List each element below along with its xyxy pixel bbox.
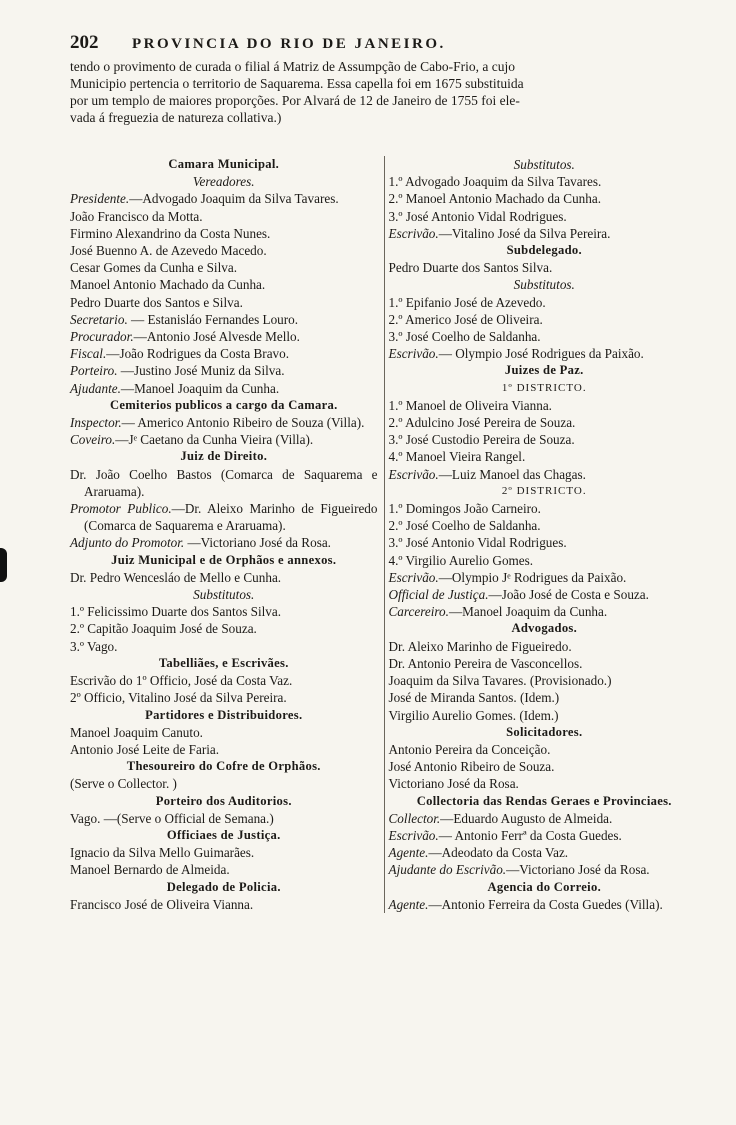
person-name: —Victoriano José da Rosa. xyxy=(184,535,331,551)
list-item: Dr. Antonio Pereira de Vasconcellos. xyxy=(388,655,583,671)
entry-agente-correio xyxy=(389,896,700,913)
person-name: —Dr. Aleixo Marinho de Figueiredo (Comarca de Saquarema e Araruama). xyxy=(84,501,378,534)
document-page xyxy=(70,32,700,912)
list-item: Antonio Pereira da Conceição. xyxy=(388,741,551,757)
entry-procurador xyxy=(70,328,378,345)
entry-escrivao xyxy=(389,827,700,844)
section-heading: Agencia do Correio. xyxy=(487,879,602,894)
person-name: — Olympio José Rodrigues da Paixão. xyxy=(438,346,644,362)
section-heading: Thesoureiro do Cofre de Orphãos. xyxy=(126,759,321,774)
list-item: 3.º José Custodio Pereira de Souza. xyxy=(388,432,575,448)
entry-escrivao xyxy=(389,225,700,242)
section-heading: Cemiterios publicos a cargo da Camara. xyxy=(109,397,338,412)
role-label: Escrivão. xyxy=(388,346,439,362)
person-name: — Antonio Ferrª da Costa Guedes. xyxy=(438,827,622,843)
person-name: —Manoel Joaquim da Cunha. xyxy=(120,380,280,396)
role-label: Agente. xyxy=(388,845,429,861)
section-heading: Juiz Municipal e de Orphãos e annexos. xyxy=(111,552,337,567)
entry-thesoureiro: (Serve o Collector. ) xyxy=(70,776,177,792)
section-heading: Juizes de Paz. xyxy=(504,363,584,378)
person-name: —Adeodato da Costa Vaz. xyxy=(428,845,569,861)
list-item: 2º Officio, Vitalino José da Silva Pereira. xyxy=(70,690,287,706)
list-item: 3.º Vago. xyxy=(70,638,118,654)
role-label: Porteiro. xyxy=(70,363,118,379)
two-column-body xyxy=(70,156,700,913)
list-item: Ignacio da Silva Mello Guimarães. xyxy=(70,845,255,861)
role-label: Procurador. xyxy=(70,329,134,345)
role-label: Presidente. xyxy=(70,191,130,207)
right-column xyxy=(384,156,700,913)
person-name: —Luiz Manoel das Chagas. xyxy=(438,466,586,482)
list-item: 1.º Advogado Joaquim da Silva Tavares. xyxy=(388,174,602,190)
intro-line: tendo o provimento de curada o filial á Matriz de Assumpção de Cabo-Frio, a cujo xyxy=(70,59,515,74)
entry-escrivao xyxy=(389,466,700,483)
section-heading: Solicitadores. xyxy=(506,724,583,739)
running-title: PROVINCIA DO RIO DE JANEIRO. xyxy=(132,36,446,52)
person-name: —Jᵉ Caetano da Cunha Vieira (Villa). xyxy=(115,432,314,448)
list-item: Victoriano José da Rosa. xyxy=(388,776,519,792)
person-name: —João Rodrigues da Costa Bravo. xyxy=(106,346,290,362)
list-item: José Antonio Ribeiro de Souza. xyxy=(388,759,555,775)
person-name: —Antonio José Alvesde Mello. xyxy=(133,329,300,345)
section-heading: Officiaes de Justiça. xyxy=(166,827,281,842)
entry-ajudante xyxy=(70,380,378,397)
role-label: Ajudante. xyxy=(70,380,121,396)
entry-escrivao xyxy=(389,569,700,586)
role-label: Agente. xyxy=(388,896,429,912)
list-item: 3.º José Antonio Vidal Rodrigues. xyxy=(388,208,567,224)
district-heading: 1º DISTRICTO. xyxy=(501,381,587,394)
entry-adjunto xyxy=(70,534,378,551)
list-item: 4.º Virgilio Aurelio Gomes. xyxy=(388,552,534,568)
entry-delegado: Francisco José de Oliveira Vianna. xyxy=(70,896,254,912)
list-item: 2.º José Coelho de Saldanha. xyxy=(388,518,541,534)
list-item: 1.º Manoel de Oliveira Vianna. xyxy=(388,397,552,413)
intro-paragraph xyxy=(70,58,700,126)
person-name: —Vitalino José da Silva Pereira. xyxy=(438,225,611,241)
entry-inspector xyxy=(70,414,378,431)
entry-presidente xyxy=(70,190,378,207)
entry-collector xyxy=(389,810,700,827)
person-name: —Antonio Ferreira da Costa Guedes (Villa). xyxy=(428,896,663,912)
role-label: Promotor Publico. xyxy=(70,501,172,517)
list-item: José de Miranda Santos. (Idem.) xyxy=(388,690,560,706)
person-name: —Olympio Jᵉ Rodrigues da Paixão. xyxy=(438,569,627,585)
entry-secretario xyxy=(70,311,378,328)
role-label: Escrivão. xyxy=(388,827,439,843)
entry-carcereiro xyxy=(389,603,700,620)
section-heading: Juiz de Direito. xyxy=(180,449,268,464)
section-heading: Delegado de Policia. xyxy=(166,879,281,894)
list-item: 2.º Manoel Antonio Machado da Cunha. xyxy=(388,191,602,207)
role-label: Inspector. xyxy=(70,415,122,431)
subheading: Substitutos. xyxy=(513,157,575,172)
person-name: — Americo Antonio Ribeiro de Souza (Villa). xyxy=(121,415,365,431)
role-label: Escrivão. xyxy=(388,225,439,241)
entry-subdelegado: Pedro Duarte dos Santos Silva. xyxy=(388,260,553,276)
intro-line: Municipio pertencia o territorio de Saquarema. Essa capella foi em 1675 substituida xyxy=(70,76,524,91)
list-item: Antonio José Leite de Faria. xyxy=(70,741,220,757)
list-item: 2.º Americo José de Oliveira. xyxy=(388,311,543,327)
page-header xyxy=(70,32,700,58)
person-name: —Advogado Joaquim da Silva Tavares. xyxy=(129,191,339,207)
list-item: 4.º Manoel Vieira Rangel. xyxy=(388,449,526,465)
role-label: Adjunto do Promotor. xyxy=(70,535,185,551)
list-item: Manoel Bernardo de Almeida. xyxy=(70,862,230,878)
person-name: —Victoriano José da Rosa. xyxy=(506,862,650,878)
list-item: 2.º Adulcino José Pereira de Souza. xyxy=(388,415,576,431)
role-label: Ajudante do Escrivão. xyxy=(388,862,507,878)
person-name: —João José de Costa e Souza. xyxy=(488,587,649,603)
entry-promotor xyxy=(70,500,378,534)
list-item: Joaquim da Silva Tavares. (Provisionado.) xyxy=(388,673,612,689)
list-item: Virgilio Aurelio Gomes. (Idem.) xyxy=(388,707,559,723)
subheading: Vereadores. xyxy=(192,174,255,190)
role-label: Secretario. xyxy=(70,311,128,327)
entry-juiz-municipal: Dr. Pedro Wencesláo de Mello e Cunha. xyxy=(70,569,282,585)
role-label: Escrivão. xyxy=(388,569,439,585)
entry-official xyxy=(389,586,700,603)
entry-escrivao xyxy=(389,345,700,362)
list-item: Dr. Aleixo Marinho de Figueiredo. xyxy=(388,638,572,654)
list-item: 3.º José Antonio Vidal Rodrigues. xyxy=(388,535,567,551)
role-label: Official de Justiça. xyxy=(388,587,489,603)
section-heading: Subdelegado. xyxy=(506,243,582,258)
role-label: Fiscal. xyxy=(70,346,107,362)
list-item: 1.º Domingos João Carneiro. xyxy=(388,501,541,517)
list-item: Pedro Duarte dos Santos e Silva. xyxy=(70,294,243,310)
list-item: Firmino Alexandrino da Costa Nunes. xyxy=(70,225,271,241)
ink-blot xyxy=(0,548,7,582)
role-label: Coveiro. xyxy=(70,432,116,448)
section-heading: Collectoria das Rendas Geraes e Provinciaes. xyxy=(416,793,672,808)
person-name: —Eduardo Augusto de Almeida. xyxy=(440,810,613,826)
entry-ajudante-escrivao xyxy=(389,861,700,878)
list-item: Manoel Joaquim Canuto. xyxy=(70,724,203,740)
list-item: Escrivão do 1º Officio, José da Costa Vaz. xyxy=(70,673,293,689)
list-item: 1.º Epifanio José de Azevedo. xyxy=(388,294,546,310)
list-item: José Buenno A. de Azevedo Macedo. xyxy=(70,243,267,259)
section-heading: Advogados. xyxy=(511,621,578,636)
section-heading: Tabelliães, e Escrivães. xyxy=(158,655,289,670)
entry-porteiro xyxy=(70,362,378,379)
person-name: —Manoel Joaquim da Cunha. xyxy=(448,604,608,620)
person-name: —Justino José Muniz da Silva. xyxy=(117,363,285,379)
entry-coveiro xyxy=(70,431,378,448)
entry-juiz-direito: Dr. João Coelho Bastos (Comarca de Saquarema e Araruama). xyxy=(70,466,378,499)
section-heading: Porteiro dos Auditorios. xyxy=(155,793,292,808)
subheading: Substitutos. xyxy=(513,277,575,293)
person-name: — Estanisláo Fernandes Louro. xyxy=(127,311,299,327)
intro-line: por um templo de maiores proporções. Por Alvará de 12 de Janeiro de 1755 foi ele- xyxy=(70,93,520,108)
list-item: João Francisco da Motta. xyxy=(70,208,203,224)
section-heading: Camara Municipal. xyxy=(168,157,280,171)
section-heading: Partidores e Distribuidores. xyxy=(145,707,303,722)
list-item: 2.º Capitão Joaquim José de Souza. xyxy=(70,621,257,637)
entry-agente xyxy=(389,844,700,861)
intro-line: vada á freguezia de natureza collativa.) xyxy=(70,110,282,125)
role-label: Collector. xyxy=(388,810,441,826)
entry-porteiro-auditorios: Vago. —(Serve o Official de Semana.) xyxy=(70,810,274,826)
district-heading: 2º DISTRICTO. xyxy=(501,484,587,497)
list-item: 3.º José Coelho de Saldanha. xyxy=(388,329,541,345)
page-number: 202 xyxy=(70,32,99,53)
list-item: Cesar Gomes da Cunha e Silva. xyxy=(70,260,238,276)
list-item: 1.º Felicissimo Duarte dos Santos Silva. xyxy=(70,604,282,620)
role-label: Carcereiro. xyxy=(388,604,449,620)
left-column xyxy=(70,156,384,913)
list-item: Manoel Antonio Machado da Cunha. xyxy=(70,277,266,293)
role-label: Escrivão. xyxy=(388,466,439,482)
entry-fiscal xyxy=(70,345,378,362)
subheading: Substitutos. xyxy=(193,587,255,603)
